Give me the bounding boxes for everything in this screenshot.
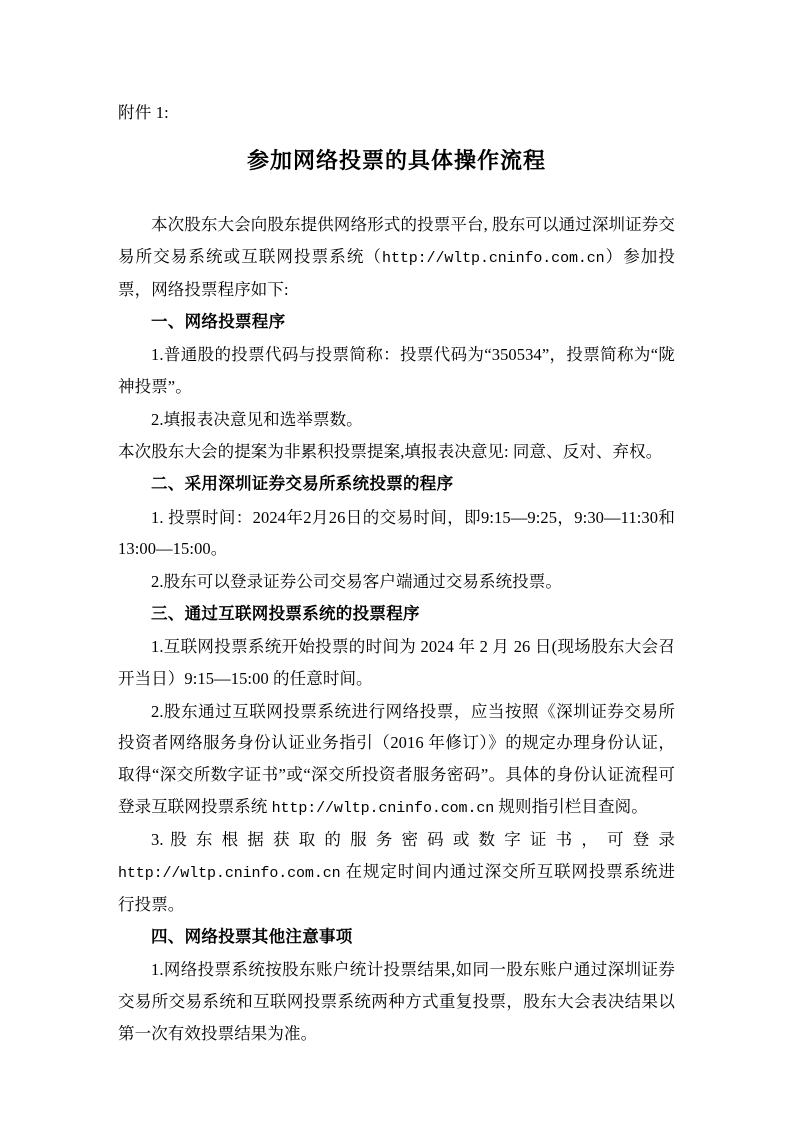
intro-text-part2: ）参加投票，网络投票程序如下: (118, 247, 676, 299)
intro-text-part1: 本次股东大会向股东提供网络形式的投票平台, 股东可以通过深圳证券交易所交易系统或互联网投票系统（ (118, 215, 675, 267)
section-heading-3: 三、通过互联网投票系统的投票程序 (151, 604, 420, 623)
section-3-p2-part2: 规则指引栏目查阅。 (494, 796, 648, 816)
page-title: 参加网络投票的具体操作流程 (246, 148, 546, 174)
section-3-p3-part2: 在规定时间内通过深交所互联网投票系统进行投票。 (118, 862, 675, 914)
section-2-paragraph-1: 1. 投票时间：2024年2月26日的交易时间，即9:15—9:25，9:30—11:30和13:00—15:00。 (118, 507, 675, 559)
section-3-paragraph-2 (118, 696, 675, 824)
section-3-paragraph-3 (118, 824, 675, 920)
section-2-paragraph-2: 2.股东可以登录证券公司交易客户端通过交易系统投票。 (151, 571, 562, 591)
section-3-p3-url: http://wltp.cninfo.com.cn (118, 865, 341, 883)
section-3-p3-part1: 3. 股 东 根 据 获 取 的 服 务 密 码 或 数 字 证 书 ， 可 登 录 (151, 830, 675, 850)
section-4-paragraph-1: 1.网络投票系统按股东账户统计投票结果,如同一股东账户通过深圳证券交易所交易系统和互联网投票系统两种方式重复投票，股东大会表决结果以第一次有效投票结果为准。 (118, 960, 675, 1043)
section-3-p2-part1: 2.股东通过互联网投票系统进行网络投票，应当按照《深圳证券交易所投资者网络服务身份认证业务指引（2016 年修订）》的规定办理身份认证，取得“深交所数字证书”或“深交所投资者服务密码”。具体的身份认证流程可登录互联网投票系统 (118, 701, 675, 816)
section-1-paragraph-3: 本次股东大会的提案为非累积投票提案,填报表决意见: 同意、反对、弃权。 (118, 442, 663, 462)
section-3-p2-url: http://wltp.cninfo.com.cn (271, 799, 495, 817)
section-3-paragraph-1: 1.互联网投票系统开始投票的时间为 2024 年 2 月 26 日(现场股东大会召开当日）9:15—15:00 的任意时间。 (118, 637, 675, 688)
intro-paragraph (118, 209, 675, 305)
section-heading-1: 一、网络投票程序 (151, 312, 286, 331)
attachment-label: 附件 1: (118, 103, 169, 122)
section-heading-4: 四、网络投票其他注意事项 (151, 927, 353, 946)
section-1-paragraph-2: 2.填报表决意见和选举票数。 (151, 409, 363, 429)
intro-url: http://wltp.cninfo.com.cn (382, 250, 605, 268)
section-1-paragraph-1: 1.普通股的投票代码与投票简称：投票代码为“350534”，投票简称为“陇神投票”。 (118, 345, 675, 396)
section-heading-2: 二、采用深圳证券交易所系统投票的程序 (151, 474, 454, 493)
